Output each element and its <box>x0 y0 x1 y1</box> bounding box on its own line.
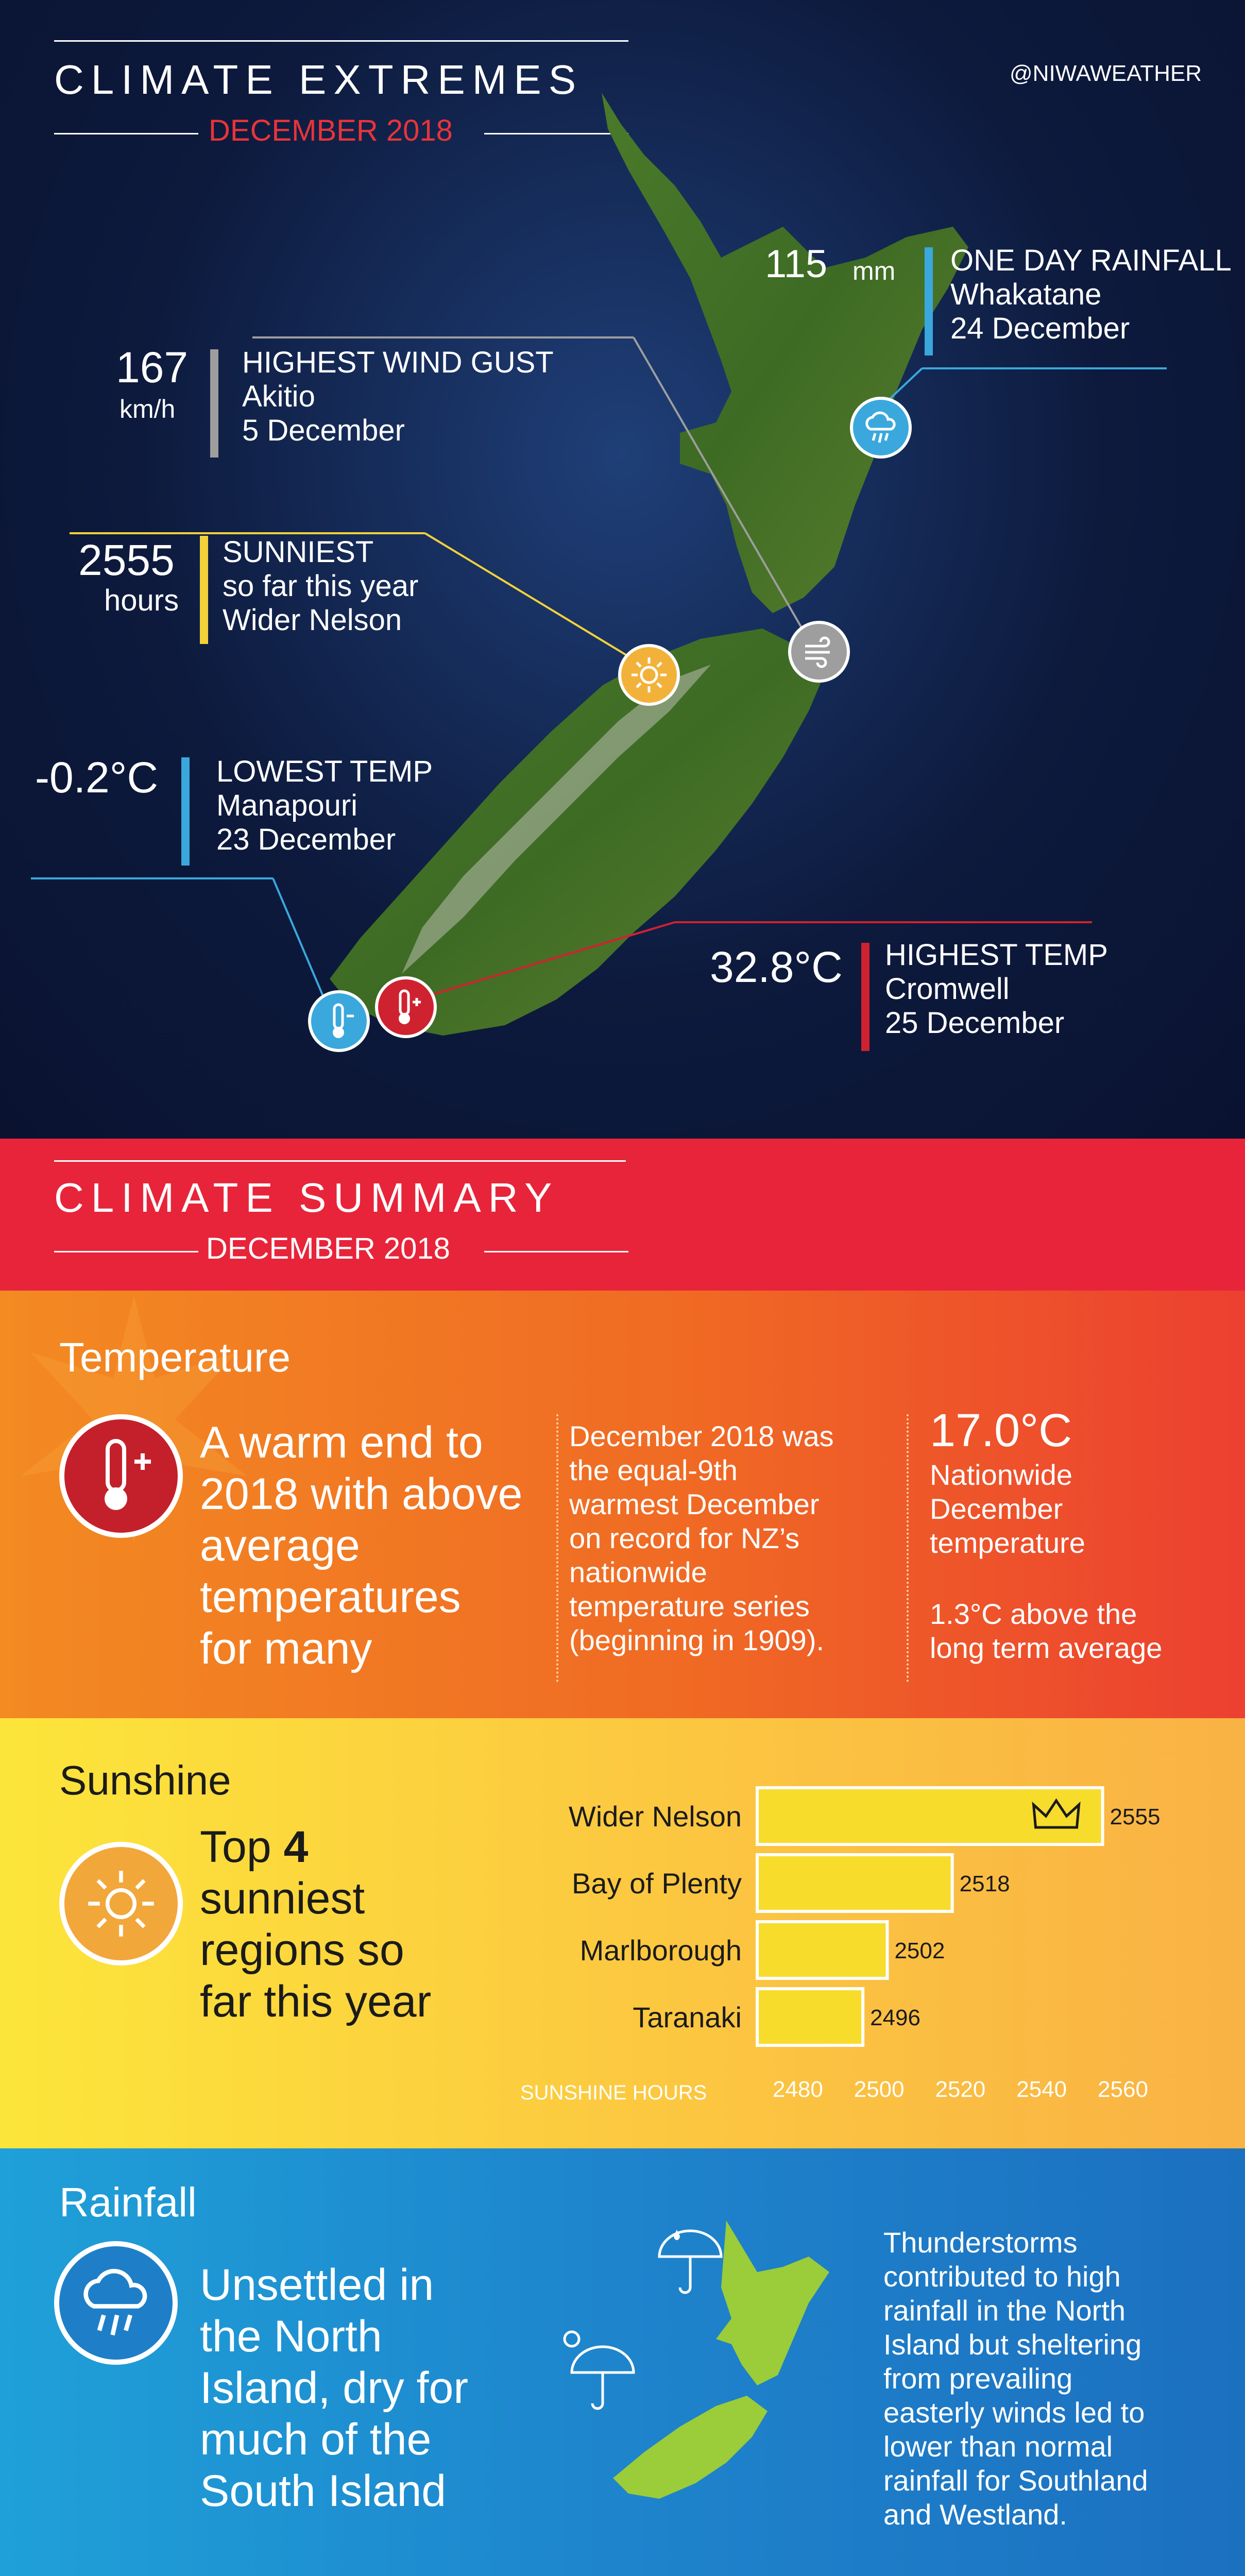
temperature-body-line: nationwide <box>569 1556 707 1588</box>
temperature-lead-line: 2018 with above <box>200 1469 523 1519</box>
temperature-stat-line: Nationwide <box>930 1459 1073 1491</box>
high-temp-bar <box>861 943 869 1051</box>
temperature-body-line: the equal-9th <box>569 1454 738 1486</box>
x-tick-label: 2500 <box>854 2077 905 2102</box>
sunshine-bar <box>757 1855 952 1911</box>
rainfall-body-line: rainfall in the North <box>883 2294 1126 2327</box>
temperature-stat-desc <box>930 1458 1085 1560</box>
temperature-lead-line: average <box>200 1521 360 1570</box>
wind-place: Akitio <box>242 380 315 413</box>
bar-value-label: 2518 <box>959 1871 1010 1896</box>
temperature-stat-line: December <box>930 1493 1063 1525</box>
rainfall-body-line: lower than normal <box>883 2430 1113 2463</box>
rainfall-place: Whakatane <box>950 278 1102 311</box>
summary-subtitle: DECEMBER 2018 <box>206 1232 450 1265</box>
rain-cloud-icon <box>850 397 912 459</box>
sunshine-heading: Sunshine <box>59 1757 231 1803</box>
sunshine-lead-pre: Top <box>200 1822 284 1872</box>
rainfall-body <box>883 2226 1148 2532</box>
temperature-body-line: December 2018 was <box>569 1420 834 1452</box>
temperature-body-line: on record for NZ’s <box>569 1522 800 1554</box>
sunshine-bar <box>757 1788 1103 1844</box>
high-temp-value: 32.8°C <box>710 943 843 991</box>
high-temp-label: HIGHEST TEMP <box>885 938 1108 972</box>
bar-category-label: Bay of Plenty <box>572 1867 742 1900</box>
sun-icon <box>618 644 680 706</box>
x-axis-label: SUNSHINE HOURS <box>520 2081 707 2104</box>
bar-value-label: 2502 <box>894 1938 945 1963</box>
wind-date: 5 December <box>242 414 405 447</box>
temperature-body <box>569 1419 834 1657</box>
sunshine-bar <box>757 1989 863 2045</box>
sunny-unit: hours <box>104 584 179 617</box>
temperature-body-line: temperature series <box>569 1590 810 1622</box>
x-tick-label: 2540 <box>1016 2077 1067 2102</box>
rainfall-body-line: easterly winds led to <box>883 2396 1145 2429</box>
page-subtitle: DECEMBER 2018 <box>209 114 453 147</box>
bar-category-label: Marlborough <box>579 1934 742 1967</box>
rainfall-body-line: Island but sheltering <box>883 2328 1142 2361</box>
wind-value: 167 <box>116 343 189 392</box>
temperature-lead-line: A warm end to <box>200 1418 483 1467</box>
temperature-above-line: 1.3°C above the <box>930 1598 1137 1630</box>
wind-icon <box>788 621 850 683</box>
rainfall-section <box>0 2148 1245 2576</box>
temperature-section <box>0 1291 1245 1718</box>
bar-category-label: Wider Nelson <box>568 1800 742 1833</box>
low-temp-value: -0.2°C <box>35 753 158 802</box>
temperature-above-line: long term average <box>930 1632 1163 1664</box>
wind-label: HIGHEST WIND GUST <box>242 346 554 379</box>
divider-dotted <box>556 1414 558 1682</box>
summary-title: CLIMATE SUMMARY <box>54 1175 559 1221</box>
high-temp-date: 25 December <box>885 1006 1065 1040</box>
temperature-above <box>930 1597 1162 1665</box>
temperature-body-line: warmest December <box>569 1488 820 1520</box>
summary-rule-top <box>54 1160 626 1162</box>
rainfall-body-line: and Westland. <box>883 2498 1067 2531</box>
temperature-lead-line: temperatures <box>200 1572 461 1622</box>
wind-unit: km/h <box>120 395 176 423</box>
rainfall-bar <box>925 247 933 355</box>
sunny-label: SUNNIEST <box>223 535 374 569</box>
temperature-heading: Temperature <box>59 1334 291 1380</box>
sunshine-lead-line: far this year <box>200 1977 432 2026</box>
bar-category-label: Taranaki <box>633 2001 742 2033</box>
rainfall-body-line: from prevailing <box>883 2362 1073 2395</box>
rainfall-body-line: contributed to high <box>883 2260 1121 2293</box>
sunshine-bar-chart <box>0 1718 1245 2148</box>
low-temp-date: 23 December <box>216 823 396 856</box>
thermometer-hot-icon <box>375 976 437 1038</box>
summary-header <box>0 1139 1245 1291</box>
bar-value-label: 2496 <box>870 2005 921 2030</box>
sunshine-lead-line: regions so <box>200 1925 404 1975</box>
rainfall-lead-line: Unsettled in <box>200 2260 434 2310</box>
rainfall-date: 24 December <box>950 312 1130 345</box>
rainfall-unit: mm <box>852 257 896 285</box>
low-temp-bar <box>181 757 190 866</box>
rainfall-body-line: rainfall for Southland <box>883 2464 1148 2497</box>
rainfall-label: ONE DAY RAINFALL <box>950 244 1232 277</box>
rainfall-lead-line: Island, dry for <box>200 2363 468 2413</box>
sunny-bar <box>200 536 208 644</box>
rainfall-lead-line: the North <box>200 2312 382 2361</box>
sunshine-section <box>0 1718 1245 2148</box>
low-temp-place: Manapouri <box>216 789 358 822</box>
rainfall-heading: Rainfall <box>59 2179 197 2225</box>
nz-green-map <box>541 2215 860 2504</box>
sunshine-lead-number: 4 <box>283 1822 309 1872</box>
summary-rule-left <box>54 1251 198 1252</box>
summary-rule-right <box>484 1251 628 1252</box>
thermometer-plus-icon <box>59 1414 183 1538</box>
rainfall-lead-line: South Island <box>200 2466 447 2516</box>
temperature-lead-line: for many <box>200 1624 372 1673</box>
x-tick-label: 2560 <box>1098 2077 1148 2102</box>
extremes-section <box>0 0 1245 1139</box>
page-title: CLIMATE EXTREMES <box>54 57 584 103</box>
sunny-sub: so far this year <box>223 569 419 603</box>
temperature-stat: 17.0°C <box>930 1405 1072 1456</box>
low-temp-label: LOWEST TEMP <box>216 755 433 788</box>
sunny-place: Wider Nelson <box>223 603 402 637</box>
rainfall-value: 115 <box>765 242 828 286</box>
bar-value-label: 2555 <box>1110 1804 1161 1829</box>
rain-cloud-icon <box>54 2241 178 2365</box>
rainfall-body-line: Thunderstorms <box>883 2226 1078 2259</box>
rainfall-lead-line: much of the <box>200 2415 432 2464</box>
temperature-stat-line: temperature <box>930 1527 1085 1559</box>
x-tick-label: 2520 <box>935 2077 986 2102</box>
social-handle[interactable]: @NIWAWEATHER <box>1010 61 1202 86</box>
high-temp-place: Cromwell <box>885 972 1010 1006</box>
x-tick-label: 2480 <box>772 2077 823 2102</box>
thermometer-cold-icon <box>308 990 370 1052</box>
sunny-value: 2555 <box>78 536 175 584</box>
rainfall-lead <box>200 2259 468 2517</box>
wind-bar <box>210 349 218 457</box>
sunshine-bar <box>757 1922 887 1978</box>
divider-dotted <box>907 1414 909 1682</box>
sunshine-lead-line: sunniest <box>200 1874 365 1923</box>
temperature-body-line: (beginning in 1909). <box>569 1624 825 1656</box>
temperature-lead <box>200 1417 522 1674</box>
